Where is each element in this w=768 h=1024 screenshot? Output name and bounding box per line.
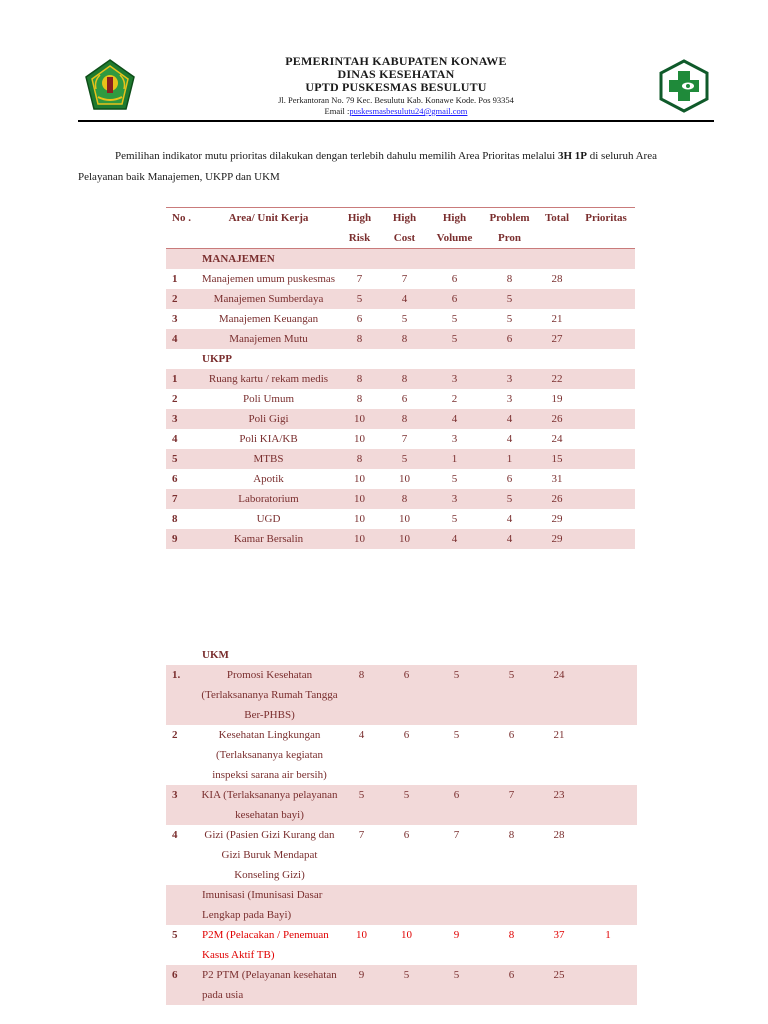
cell-total: 28 (553, 829, 565, 841)
cell-high-risk: 8 (337, 449, 382, 469)
cell-prioritas (577, 489, 635, 509)
letterhead (78, 50, 714, 122)
col-high-volume: High Volume (436, 212, 473, 244)
col-area: Area/ Unit Kerja (228, 212, 309, 224)
table-row (166, 529, 635, 549)
cell-high-cost: 5 (382, 449, 427, 469)
cell-total: 31 (551, 473, 563, 485)
table-row (166, 309, 635, 329)
cell-problem-pron: 5 (484, 665, 539, 725)
cell-no: 3 (172, 313, 178, 325)
cell-high-volume: 6 (451, 273, 458, 285)
section-row (166, 249, 635, 270)
col-total: Total (544, 212, 570, 224)
col-high-cost: High Cost (392, 212, 417, 244)
konawe-emblem-logo (84, 59, 136, 111)
cell-prioritas (579, 725, 637, 785)
cell-prioritas (577, 269, 635, 289)
cell-problem-pron: 6 (506, 473, 513, 485)
cell-high-risk: 8 (337, 369, 382, 389)
cell-prioritas (577, 329, 635, 349)
cell-high-risk: 7 (356, 273, 363, 285)
cell-no: 6 (172, 473, 178, 485)
cell-area: Kamar Bersalin (200, 529, 337, 549)
government-name: PEMERINTAH KABUPATEN KONAWE (285, 54, 507, 68)
cell-high-risk: 10 (354, 433, 365, 445)
section-spacer (166, 349, 200, 369)
cell-total: 28 (551, 273, 563, 285)
cell-prioritas (579, 825, 637, 885)
table-row (166, 509, 635, 529)
cell-no: 1 (172, 273, 178, 285)
cell-high-volume: 1 (427, 449, 482, 469)
cell-high-risk: 8 (339, 665, 384, 725)
intro-text: Pemilihan indikator mutu prioritas dilakukan dengan terlebih dahulu memilih Area Prioritas melalui (115, 150, 558, 162)
cell-prioritas (579, 885, 637, 925)
cell-problem-pron: 4 (506, 433, 513, 445)
cell-no: 2 (172, 393, 178, 405)
table-row (166, 269, 635, 289)
cell-high-cost: 8 (382, 409, 427, 429)
cell-high-risk: 10 (354, 473, 365, 485)
cell-high-risk: 10 (356, 929, 367, 941)
cell-high-volume: 7 (453, 829, 460, 841)
cell-prioritas (579, 665, 637, 725)
table-row (166, 665, 637, 725)
cell-high-volume: 5 (451, 313, 458, 325)
cell-problem-pron: 6 (508, 729, 515, 741)
cell-high-volume: 5 (451, 473, 458, 485)
table-row (166, 369, 635, 389)
intro-text-end: di seluruh Area (587, 150, 657, 162)
email-line (168, 106, 624, 116)
cell-no: 3 (166, 785, 200, 825)
cell-high-risk: 10 (337, 489, 382, 509)
cell-high-risk: 4 (358, 729, 365, 741)
cell-high-cost: 7 (401, 433, 408, 445)
table-row (166, 489, 635, 509)
cell-area: Promosi Kesehatan (Terlaksananya Rumah Tangga Ber-PHBS) (200, 665, 339, 725)
cell-total: 27 (537, 329, 577, 349)
cell-total: 29 (537, 529, 577, 549)
cell-high-risk: 10 (337, 529, 382, 549)
header-divider (78, 120, 714, 122)
cell-no: 4 (172, 433, 178, 445)
section-spacer (166, 249, 200, 270)
cell-prioritas (577, 429, 635, 449)
cell-problem-pron: 5 (482, 289, 537, 309)
cell-high-cost: 7 (401, 273, 408, 285)
table-row (166, 825, 637, 885)
table-row (166, 725, 637, 785)
cell-problem-pron: 6 (482, 329, 537, 349)
intro-paragraph (78, 146, 698, 188)
cell-high-volume: 3 (451, 433, 458, 445)
cell-no: 5 (172, 929, 178, 941)
cell-high-cost: 8 (382, 329, 427, 349)
cell-problem-pron: 6 (484, 965, 539, 1005)
cell-high-volume (429, 885, 484, 925)
cell-high-cost: 6 (403, 829, 410, 841)
intro-line-2: Pelayanan baik Manajemen, UKPP dan UKM (78, 171, 280, 183)
table-row (166, 289, 635, 309)
cell-no (166, 885, 200, 925)
cell-problem-pron: 5 (482, 489, 537, 509)
table-row (166, 329, 635, 349)
cell-no: 7 (166, 489, 200, 509)
cell-area: Kesehatan Lingkungan (Terlaksananya kegiatan inspeksi sarana air bersih) (212, 729, 327, 781)
cell-area: Manajemen umum puskesmas (201, 273, 336, 285)
cell-high-volume: 4 (427, 529, 482, 549)
cell-total (539, 885, 579, 925)
cell-prioritas (579, 785, 637, 825)
cell-total: 24 (539, 665, 579, 725)
cell-area: Laboratorium (200, 489, 337, 509)
cell-total: 22 (537, 369, 577, 389)
cell-high-risk: 6 (356, 313, 363, 325)
section-spacer (166, 645, 200, 665)
cell-area: Ruang kartu / rekam medis (200, 369, 337, 389)
cell-high-cost: 6 (401, 393, 408, 405)
table-row (166, 469, 635, 489)
cell-no: 2 (172, 729, 178, 741)
cell-high-cost: 10 (399, 473, 410, 485)
cell-prioritas (577, 289, 635, 309)
cell-area: KIA (Terlaksananya pelayanan kesehatan bayi) (200, 785, 339, 825)
cell-problem-pron: 8 (506, 273, 513, 285)
cell-no: 9 (166, 529, 200, 549)
cell-high-risk: 10 (337, 409, 382, 429)
cell-area: Gizi (Pasien Gizi Kurang dan Gizi Buruk Mendapat Konseling Gizi) (204, 829, 335, 881)
cell-problem-pron: 4 (482, 529, 537, 549)
cell-prioritas (577, 369, 635, 389)
cell-problem-pron (484, 885, 539, 925)
cell-high-risk: 10 (354, 513, 365, 525)
section-title: UKM (202, 649, 229, 661)
cell-high-volume: 5 (429, 665, 484, 725)
cell-high-cost: 6 (384, 665, 429, 725)
table-row (166, 449, 635, 469)
cell-no: 2 (166, 289, 200, 309)
cell-total: 19 (551, 393, 563, 405)
cell-area: Manajemen Mutu (200, 329, 337, 349)
email-link[interactable]: puskesmasbesulutu24@gmail.com (349, 106, 468, 116)
cell-no: 5 (166, 449, 200, 469)
cell-area: Manajemen Keuangan (218, 313, 319, 325)
cell-problem-pron: 7 (484, 785, 539, 825)
cell-prioritas (577, 449, 635, 469)
cell-total: 23 (539, 785, 579, 825)
intro-line-1 (78, 146, 698, 167)
institution-name: UPTD PUSKESMAS BESULUTU (305, 80, 487, 94)
cell-high-cost: 5 (384, 785, 429, 825)
cell-high-cost: 4 (382, 289, 427, 309)
table-row (166, 409, 635, 429)
cell-high-volume: 3 (427, 489, 482, 509)
cell-high-risk: 9 (339, 965, 384, 1005)
cell-prioritas (577, 389, 635, 409)
cell-total: 29 (551, 513, 563, 525)
cell-high-volume: 5 (453, 729, 460, 741)
cell-total: 25 (539, 965, 579, 1005)
cell-high-cost: 10 (382, 529, 427, 549)
cell-prioritas (577, 509, 635, 529)
col-no: No . (172, 212, 191, 224)
cell-area: Poli KIA/KB (239, 433, 298, 445)
intro-bold: 3H 1P (557, 150, 587, 162)
cell-high-cost (384, 885, 429, 925)
cell-prioritas (577, 529, 635, 549)
cell-problem-pron: 4 (506, 513, 513, 525)
table-row (166, 885, 637, 925)
email-label: Email : (324, 106, 350, 116)
cell-prioritas (577, 409, 635, 429)
cell-area: Imunisasi (Imunisasi Dasar Lengkap pada Bayi) (200, 885, 339, 925)
cell-no: 4 (166, 329, 200, 349)
cell-area: Manajemen Sumberdaya (200, 289, 337, 309)
priority-table (166, 207, 635, 549)
cell-problem-pron: 8 (508, 829, 515, 841)
address: Jl. Perkantoran No. 79 Kec. Besulutu Kab. Konawe Kode. Pos 93354 (278, 95, 514, 105)
cell-high-cost: 10 (399, 513, 410, 525)
section-row (166, 645, 637, 665)
cell-high-volume: 5 (429, 965, 484, 1005)
cell-high-volume: 4 (427, 409, 482, 429)
cell-total: 15 (537, 449, 577, 469)
cell-area: MTBS (200, 449, 337, 469)
col-high-risk: High Risk (347, 212, 372, 244)
cell-high-risk: 5 (339, 785, 384, 825)
cell-total: 37 (553, 929, 565, 941)
cell-high-cost: 5 (384, 965, 429, 1005)
cell-prioritas (577, 469, 635, 489)
cell-problem-pron: 3 (506, 393, 513, 405)
cell-no: 4 (172, 829, 178, 841)
cell-no: 1. (166, 665, 200, 725)
section-row (166, 349, 635, 369)
department-name: DINAS KESEHATAN (337, 67, 455, 81)
cell-high-cost: 6 (403, 729, 410, 741)
cell-area: Apotik (253, 473, 284, 485)
cell-prioritas (579, 965, 637, 1005)
cell-no: 1 (166, 369, 200, 389)
section-title: MANAJEMEN (200, 249, 635, 270)
cell-area: P2 PTM (Pelayanan kesehatan pada usia (200, 965, 339, 1005)
cell-high-cost: 8 (382, 489, 427, 509)
cell-high-risk (339, 885, 384, 925)
cell-high-volume: 5 (427, 329, 482, 349)
cell-high-volume: 3 (427, 369, 482, 389)
table-row (166, 429, 635, 449)
ukm-table (166, 645, 637, 1005)
cell-no: 6 (166, 965, 200, 1005)
cell-total: 21 (551, 313, 563, 325)
cell-problem-pron: 5 (506, 313, 513, 325)
table-row (166, 965, 637, 1005)
cell-total (537, 289, 577, 309)
table-row (166, 785, 637, 825)
cell-no: 3 (166, 409, 200, 429)
cell-high-risk: 5 (337, 289, 382, 309)
cell-high-volume: 6 (429, 785, 484, 825)
cell-problem-pron: 8 (508, 929, 515, 941)
cell-area: Poli Gigi (200, 409, 337, 429)
cell-high-volume: 9 (453, 929, 460, 941)
col-problem-pron: Problem Pron (489, 212, 530, 244)
cell-problem-pron: 3 (482, 369, 537, 389)
puskesmas-logo (657, 59, 711, 113)
cell-problem-pron: 1 (482, 449, 537, 469)
cell-high-volume: 5 (451, 513, 458, 525)
cell-no: 8 (172, 513, 178, 525)
cell-area: Poli Umum (242, 393, 295, 405)
cell-prioritas: 1 (605, 929, 611, 941)
cell-total: 26 (537, 489, 577, 509)
cell-high-cost: 10 (401, 929, 412, 941)
table-row (166, 925, 637, 965)
table-header-row (166, 208, 635, 249)
cell-high-cost: 5 (401, 313, 408, 325)
cell-high-risk: 8 (337, 329, 382, 349)
table-row (166, 389, 635, 409)
cell-high-volume: 6 (427, 289, 482, 309)
cell-high-cost: 8 (382, 369, 427, 389)
cell-area: UGD (256, 513, 281, 525)
col-prioritas: Prioritas (585, 212, 627, 224)
cell-area: P2M (Pelacakan / Penemuan Kasus Aktif TB) (202, 929, 329, 961)
cell-high-risk: 8 (356, 393, 363, 405)
cell-total: 24 (551, 433, 563, 445)
cell-problem-pron: 4 (482, 409, 537, 429)
cell-total: 26 (537, 409, 577, 429)
section-title: UKPP (202, 353, 232, 365)
cell-total: 21 (553, 729, 565, 741)
cell-prioritas (577, 309, 635, 329)
letterhead-text (168, 55, 624, 116)
cell-high-volume: 2 (451, 393, 458, 405)
cell-high-risk: 7 (358, 829, 365, 841)
